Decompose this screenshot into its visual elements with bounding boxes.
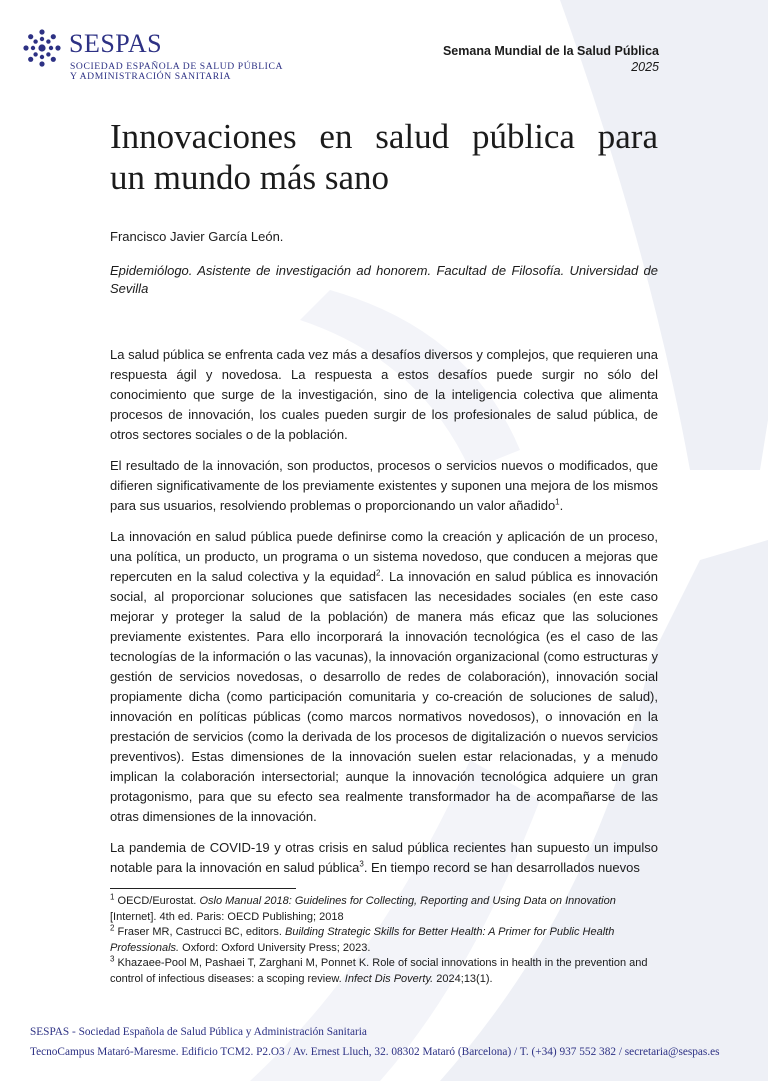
- footnote-number: 3: [110, 954, 115, 964]
- paragraph-2: [110, 456, 658, 516]
- footnote-3: [110, 956, 658, 987]
- footnote-text: OECD/Eurostat.: [114, 895, 200, 907]
- footnotes: [110, 894, 658, 987]
- footnote-ref-1[interactable]: 1: [555, 497, 560, 507]
- footnote-number: 1: [110, 892, 115, 902]
- footnote-ref-2[interactable]: 2: [375, 568, 381, 578]
- event-header: [443, 43, 659, 75]
- footnote-ref-3[interactable]: 3: [359, 859, 364, 869]
- logo-wordmark: SESPAS: [69, 29, 163, 58]
- paragraph-1: La salud pública se enfrenta cada vez más a desafíos diversos y complejos, que requieren una respuesta ágil y novedosa. La respuesta a estos desafíos puede surgir no sólo del conocimiento que surge de la investigación, sino de la inteligencia colectiva que alimenta procesos de innovación, los cuales pueden surgir de los profesionales de salud pública, de otros sectores sociales o de la población.: [110, 347, 658, 442]
- footnote-text: Oxford: Oxford University Press; 2023.: [179, 941, 371, 954]
- paragraph-4-text-a: La pandemia de COVID-19 y otras crisis en salud pública recientes han supuesto un impulso notable para la innovación en salud pública: [110, 840, 658, 875]
- footnote-number: 2: [110, 923, 115, 933]
- footnote-text: Fraser MR, Castrucci BC, editors.: [114, 926, 285, 938]
- footnote-text: [Internet]. 4th ed. Paris: OECD Publishing; 2018: [110, 910, 344, 923]
- footnote-italic: Infect Dis Poverty.: [344, 972, 434, 985]
- paragraph-2-text: El resultado de la innovación, son productos, procesos o servicios nuevos o modificados, que difieren significativamente de los previamente existentes y suponen una mejora de los mismos para sus usuarios, resolviendo problemas o proporcionando un valor añadido: [110, 458, 658, 513]
- article-title: [110, 116, 658, 198]
- title-line-2: un mundo más sano: [110, 158, 390, 197]
- footnote-text: Khazaee-Pool M, Pashaei T, Zarghani M, Ponnet K. Role of social innovations in health in the prevention and control of infectious diseases: a scoping review.: [110, 957, 648, 985]
- logo-subtitle-line2: Y ADMINISTRACIÓN SANITARIA: [70, 71, 232, 82]
- sespas-logo: [20, 26, 284, 86]
- logo-subtitle: [70, 62, 300, 82]
- logo-subtitle-line1: SOCIEDAD ESPAÑOLA DE SALUD PÚBLICA: [70, 61, 284, 72]
- footnote-1: [110, 894, 658, 925]
- paragraph-4: [110, 838, 658, 878]
- article-body: [110, 345, 658, 889]
- footnote-text: 2024;13(1).: [433, 972, 493, 985]
- footnote-divider: [110, 888, 296, 889]
- author-affiliation: Epidemiólogo. Asistente de investigación ad honorem. Facultad de Filosofía. Universidad de Sevilla: [110, 263, 658, 296]
- footnote-italic: Building Strategic Skills for Better Health: A Primer for Public Health Professionals.: [110, 926, 615, 954]
- footer-organization: SESPAS - Sociedad Española de Salud Pública y Administración Sanitaria: [30, 1026, 367, 1038]
- paragraph-3: [110, 527, 658, 827]
- paragraph-4-text-b: . En tiempo record se han desarrollados nuevos: [363, 860, 640, 875]
- event-title: Semana Mundial de la Salud Pública: [442, 44, 659, 58]
- paragraph-2-end: .: [559, 498, 564, 513]
- title-line-1: Innovaciones en salud pública para: [110, 117, 658, 156]
- event-year: 2025: [631, 60, 659, 74]
- footer-address: TecnoCampus Mataró-Maresme. Edificio TCM2. P2.O3 / Av. Ernest Lluch, 32. 08302 Mataró (Barcelona) / T. (+34) 937 552 382 / secretaria@sespas.es: [30, 1046, 720, 1058]
- sespas-star-icon: [20, 26, 64, 70]
- author-name: Francisco Javier García León.: [110, 229, 284, 244]
- page-footer: [30, 1022, 750, 1062]
- footnote-2: [110, 925, 658, 956]
- paragraph-3-text-a: La innovación en salud pública puede definirse como la creación y aplicación de un proceso, una política, un producto, un programa o un sistema novedoso, que conducen a mejoras que repercuten en la salud colectiva y la equidad: [110, 529, 658, 584]
- paragraph-3-text-b: . La innovación en salud pública es innovación social, al proporcionar soluciones que satisfacen las necesidades sociales (en este caso mejorar y proteger la salud de la población) de manera más eficaz que las soluciones previamente existentes. Para ello incorporará la innovación tecnológica (es el caso de las tecnologías de la información o las vacunas), la innovación organizacional (como estructuras y gestión de servicios novedosas, o desarrollo de redes de colaboración), innovación social propiamente dicha (como participación comunitaria y co-creación de soluciones de salud), innovación en políticas públicas (como marcos normativos novedosos), o innovación en la prestación de servicios (como la derivada de los procesos de digitalización o nuevos servicios preventivos). Estas dimensiones de la innovación suelen estar relacionadas, y a menudo implican la colaboración intersectorial; aunque la innovación tecnológica adquiere un gran protagonismo, para que su efecto sea realmente transformador ha de acompañarse de las otras dimensiones de la innovación.: [110, 569, 658, 824]
- footnote-italic: Oslo Manual 2018: Guidelines for Collecting, Reporting and Using Data on Innovation: [199, 895, 616, 907]
